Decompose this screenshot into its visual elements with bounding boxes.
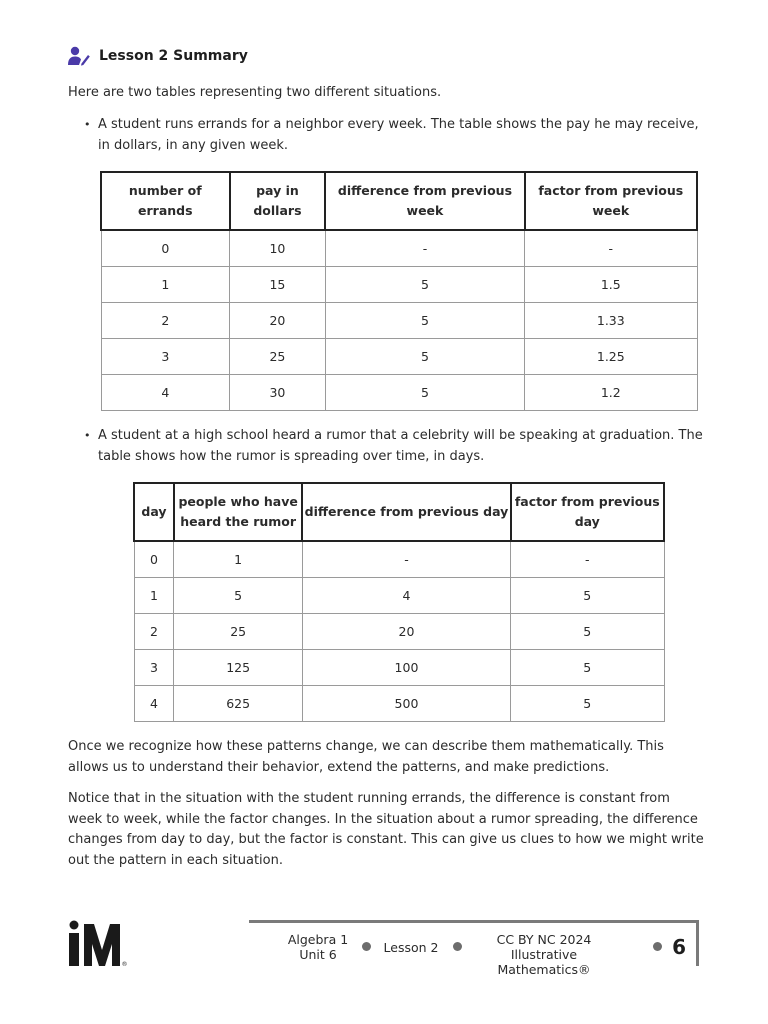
table-row — [101, 230, 697, 267]
table-cell: - — [511, 541, 664, 578]
footer-unit: Unit 6 — [299, 947, 337, 962]
bullet-dot: • — [84, 429, 91, 442]
table-cell: 5 — [325, 339, 524, 375]
table-cell: 5 — [325, 303, 524, 339]
footer-course-name: Algebra 1 — [287, 932, 349, 947]
page-number: 6 — [672, 935, 686, 959]
im-logo-icon — [68, 920, 130, 968]
table-cell: 100 — [302, 650, 510, 686]
table-cell: 5 — [511, 578, 664, 614]
footer-separator-dot — [362, 942, 371, 951]
table-cell: 1.2 — [525, 375, 697, 411]
table-cell: 2 — [101, 303, 230, 339]
table-cell: 25 — [230, 339, 326, 375]
table-cell: 4 — [302, 578, 510, 614]
column-header: number of errands — [101, 172, 230, 230]
table-cell: - — [325, 230, 524, 267]
footer-course — [273, 932, 363, 962]
intro-text: Here are two tables representing two different situations. — [68, 85, 442, 100]
table-row — [134, 650, 664, 686]
footer-license — [471, 932, 617, 977]
table-cell: 0 — [101, 230, 230, 267]
table-cell: 4 — [134, 686, 174, 722]
column-header: pay in dollars — [230, 172, 326, 230]
table-row — [134, 614, 664, 650]
lesson-title: Lesson 2 Summary — [99, 48, 248, 64]
table-cell: 5 — [511, 614, 664, 650]
table-row — [101, 339, 697, 375]
table-cell: - — [302, 541, 510, 578]
table-cell: 625 — [174, 686, 303, 722]
table-cell: 1.25 — [525, 339, 697, 375]
footer-lesson: Lesson 2 — [383, 940, 439, 955]
column-header: factor from previous week — [525, 172, 697, 230]
svg-text:®: ® — [121, 961, 128, 968]
table-cell: 125 — [174, 650, 303, 686]
bullet-dot: • — [84, 118, 91, 131]
table-cell: - — [525, 230, 697, 267]
table-cell: 4 — [101, 375, 230, 411]
footer-bar — [249, 920, 699, 977]
table-row — [134, 686, 664, 722]
table-cell: 20 — [302, 614, 510, 650]
table-cell: 10 — [230, 230, 326, 267]
footer-separator-dot — [653, 942, 662, 951]
bullet-text: A student at a high school heard a rumor that a celebrity will be speaking at graduation. The table shows how the rumor is spreading over time, in days. — [98, 428, 703, 464]
table-cell: 5 — [325, 267, 524, 303]
table-cell: 5 — [511, 686, 664, 722]
table-cell: 1 — [134, 578, 174, 614]
table-cell: 5 — [174, 578, 303, 614]
table-cell: 2 — [134, 614, 174, 650]
table-row — [101, 375, 697, 411]
summary-paragraph: Notice that in the situation with the student running errands, the difference is constant from week to week, while the factor changes. In the situation about a rumor spreading, the difference changes from day to day, but the factor is constant. This can give us clues to how we might write out the pattern in each situation. — [68, 791, 704, 868]
footer-separator-dot — [453, 942, 462, 951]
table-row — [101, 267, 697, 303]
table-cell: 3 — [101, 339, 230, 375]
table-header-row — [101, 172, 697, 230]
errands-table — [100, 171, 698, 411]
footer-license-text: CC BY NC 2024 — [496, 932, 592, 947]
table-cell: 1.5 — [525, 267, 697, 303]
column-header: factor from previous day — [511, 483, 664, 541]
table-cell: 30 — [230, 375, 326, 411]
table-cell: 1.33 — [525, 303, 697, 339]
table-row — [134, 578, 664, 614]
table-cell: 500 — [302, 686, 510, 722]
rumor-table — [133, 482, 665, 722]
table-row — [134, 541, 664, 578]
table-row — [101, 303, 697, 339]
table-cell: 20 — [230, 303, 326, 339]
bullet-rumor — [84, 426, 704, 467]
table-cell: 1 — [174, 541, 303, 578]
table-cell: 25 — [174, 614, 303, 650]
bullet-errands — [84, 115, 704, 156]
lesson-heading — [68, 46, 248, 66]
table-cell: 1 — [101, 267, 230, 303]
table-cell: 0 — [134, 541, 174, 578]
table-cell: 3 — [134, 650, 174, 686]
table-cell: 15 — [230, 267, 326, 303]
column-header: day — [134, 483, 174, 541]
table-cell: 5 — [511, 650, 664, 686]
footer-publisher: Illustrative Mathematics® — [497, 947, 591, 977]
bullet-text: A student runs errands for a neighbor every week. The table shows the pay he may receive, in dollars, in any given week. — [98, 117, 699, 153]
table-header-row — [134, 483, 664, 541]
column-header: people who have heard the rumor — [174, 483, 303, 541]
person-writing-icon — [68, 46, 90, 66]
column-header: difference from previous day — [302, 483, 510, 541]
column-header: difference from previous week — [325, 172, 524, 230]
summary-paragraph: Once we recognize how these patterns change, we can describe them mathematically. This allows us to understand their behavior, extend the patterns, and make predictions. — [68, 739, 664, 775]
table-cell: 5 — [325, 375, 524, 411]
